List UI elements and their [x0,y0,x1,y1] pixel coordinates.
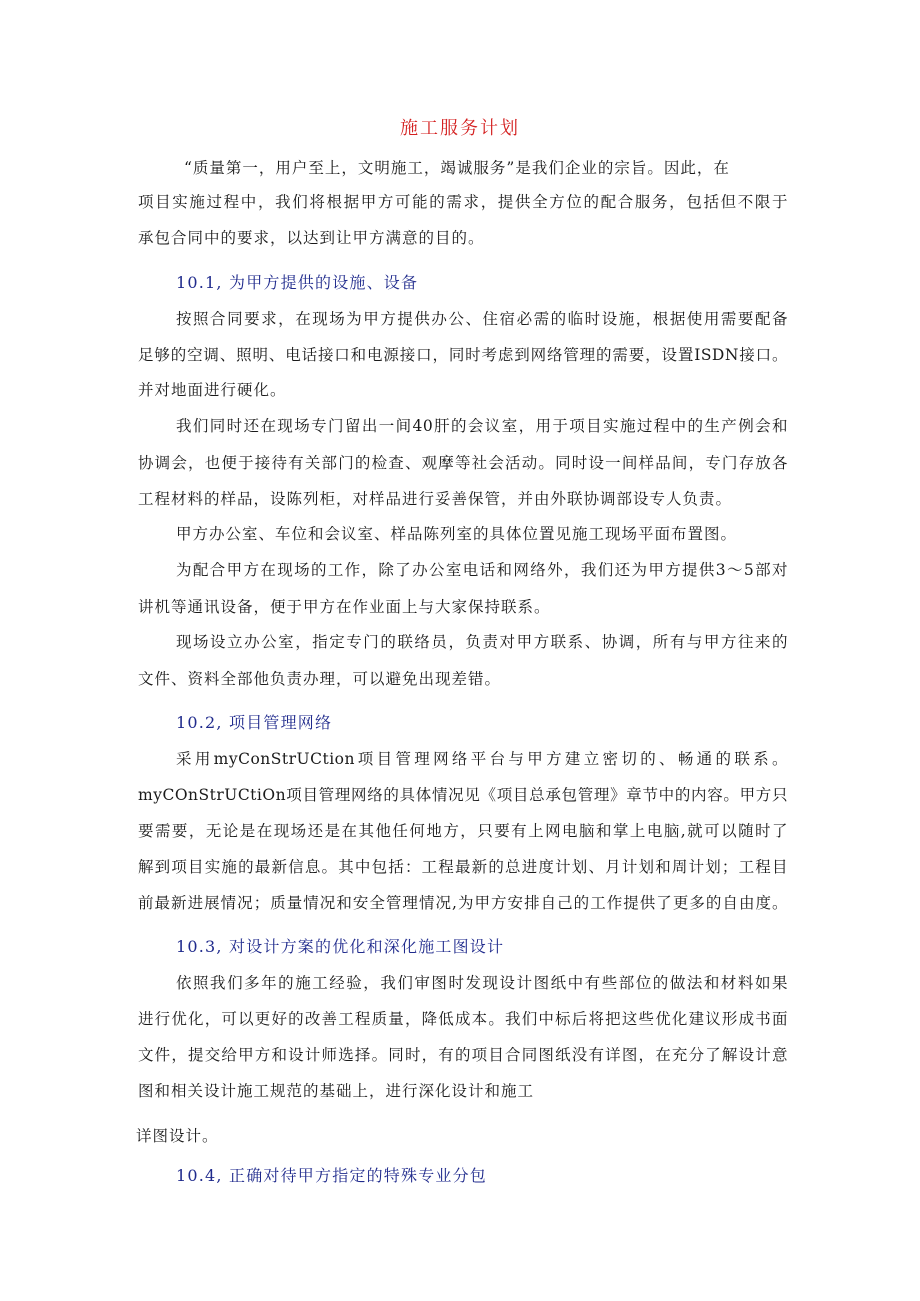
paragraph-line: myCOnStrUCtiOn项目管理网络的具体情况见《项目总承包管理》章节中的内容。甲方只 [138,786,788,804]
intro-line-2: 项目实施过程中，我们将根据甲方可能的需求，提供全方位的配合服务，包括但不限于 [138,193,788,211]
paragraph-line: 前最新进展情况；质量情况和安全管理情况,为甲方安排自己的工作提供了更多的自由度。 [138,894,788,912]
paragraph-line: 详图设计。 [136,1127,219,1145]
section-heading-10-1: 10.1, 为甲方提供的设施、设备 [176,273,419,292]
paragraph-line: 讲机等通讯设备，便于甲方在作业面上与大家保持联系。 [138,598,551,616]
paragraph-line: 并对地面进行硬化。 [138,381,287,399]
section-heading-10-3: 10.3, 对设计方案的优化和深化施工图设计 [176,937,505,956]
page-title: 施工服务计划 [400,118,520,139]
paragraph-line: 协调会，也便于接待有关部门的检查、观摩等社会活动。同时设一间样品间，专门存放各 [138,454,788,472]
paragraph-line: 图和相关设计施工规范的基础上，进行深化设计和施工 [138,1082,535,1100]
paragraph-line: 文件、资料全部他负责办理，可以避免出现差错。 [138,670,502,688]
paragraph-line: 工程材料的样品，设陈列柜，对样品进行妥善保管，并由外联协调部设专人负责。 [138,490,733,508]
paragraph-line: 依照我们多年的施工经验，我们审图时发现设计图纸中有些部位的做法和材料如果 [176,974,788,992]
paragraph-line: 按照合同要求，在现场为甲方提供办公、住宿必需的临时设施，根据使用需要配备 [176,310,788,328]
intro-line-3: 承包合同中的要求，以达到让甲方满意的目的。 [138,229,485,247]
paragraph-line: 现场设立办公室，指定专门的联络员，负责对甲方联系、协调，所有与甲方往来的 [176,633,788,651]
paragraph-line: 甲方办公室、车位和会议室、样品陈列室的具体位置见施工现场平面布置图。 [176,525,738,543]
paragraph-line: 文件，提交给甲方和设计师选择。同时，有的项目合同图纸没有详图，在充分了解设计意 [138,1046,788,1064]
paragraph-line: 进行优化，可以更好的改善工程质量，降低成本。我们中标后将把这些优化建议形成书面 [138,1010,788,1028]
section-heading-10-2: 10.2, 项目管理网络 [176,713,333,732]
paragraph-line: 足够的空调、照明、电话接口和电源接口，同时考虑到网络管理的需要，设置ISDN接口。 [138,346,788,364]
paragraph-line: 要需要，无论是在现场还是在其他任何地方，只要有上网电脑和掌上电脑,就可以随时了 [138,822,788,840]
intro-line-1: “质量第一，用户至上，文明施工，竭诚服务”是我们企业的宗旨。因此，在 [184,159,730,177]
paragraph-line: 我们同时还在现场专门留出一间40肝的会议室，用于项目实施过程中的生产例会和 [176,417,788,435]
paragraph-line: 解到项目实施的最新信息。其中包括：工程最新的总进度计划、月计划和周计划；工程目 [138,858,788,876]
paragraph-line: 为配合甲方在现场的工作，除了办公室电话和网络外，我们还为甲方提供3～5部对 [176,561,788,579]
section-heading-10-4: 10.4, 正确对待甲方指定的特殊专业分包 [176,1166,487,1185]
paragraph-line: 采用myConStrUCtion项目管理网络平台与甲方建立密切的、畅通的联系。 [176,750,788,768]
